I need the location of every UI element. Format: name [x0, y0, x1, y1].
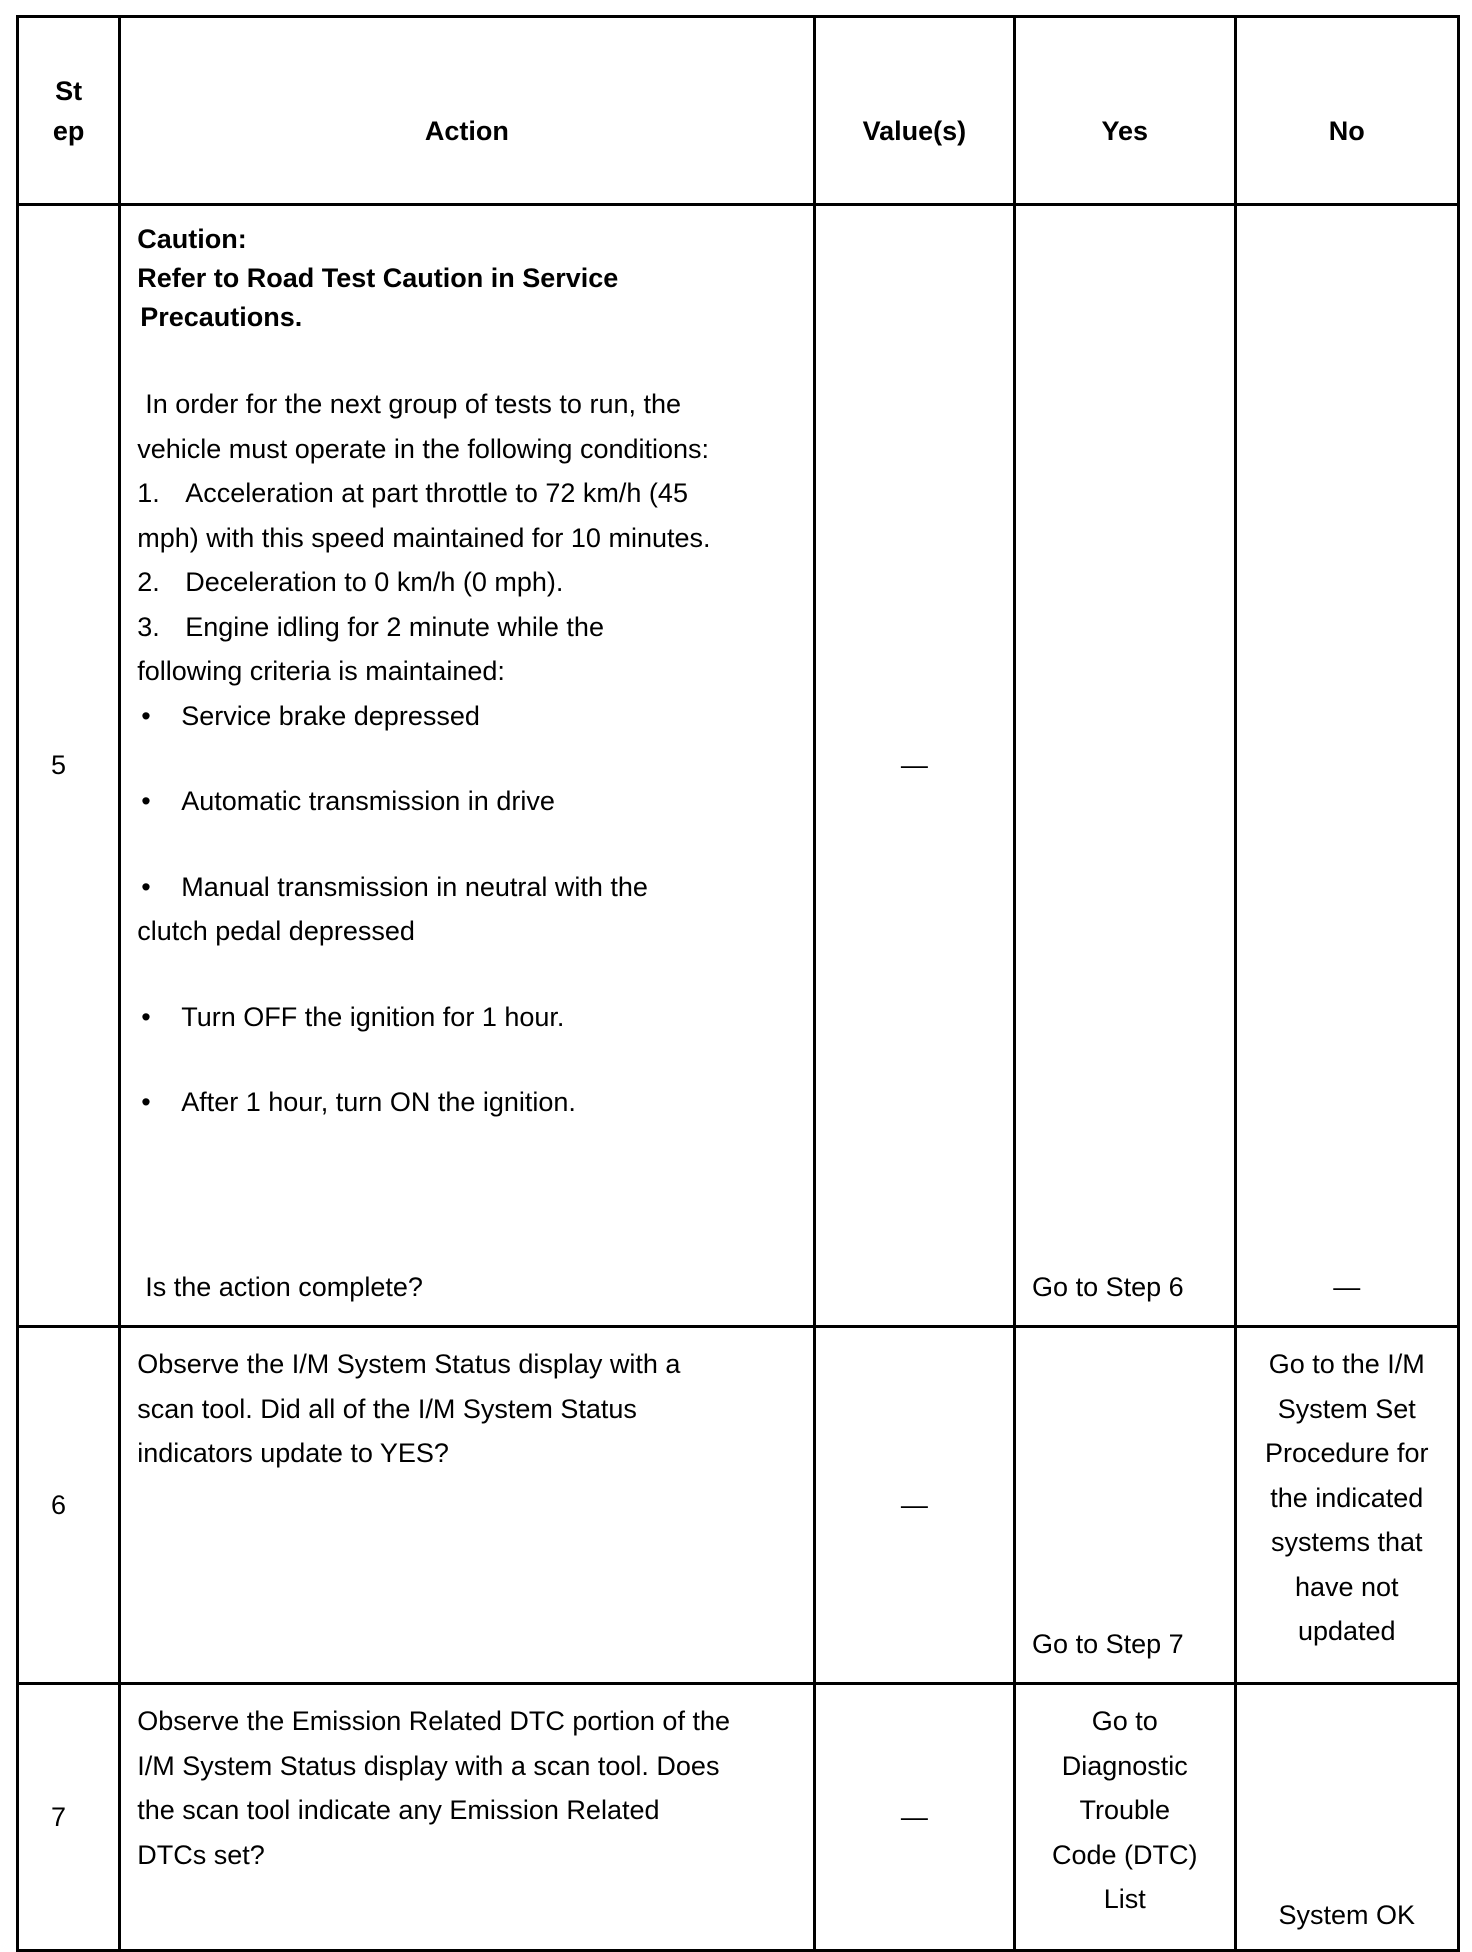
header-step-line1: St	[55, 75, 83, 106]
values-cell: —	[814, 1684, 1014, 1951]
list-text: Engine idling for 2 minute while the	[185, 611, 604, 642]
action-cell	[120, 205, 814, 1327]
no-text-line: updated	[1297, 1616, 1396, 1646]
action-line: indicators update to YES?	[137, 1438, 449, 1468]
bullet-item	[137, 779, 792, 824]
header-values: Value(s)	[814, 17, 1014, 205]
step-number: 5	[18, 205, 120, 1327]
list-number: 2.	[137, 567, 160, 597]
no-text: System OK	[1278, 1899, 1416, 1930]
yes-text: Go to Step 6	[1032, 1271, 1184, 1302]
bullet-item	[137, 1080, 792, 1125]
action-line: scan tool. Did all of the I/M System Status	[137, 1393, 637, 1424]
bullet-text: Service brake depressed	[181, 700, 480, 731]
yes-cell	[1015, 1327, 1235, 1684]
caution-text-line2: Precautions.	[140, 302, 303, 332]
list-number: 3.	[137, 611, 160, 642]
action-cell	[120, 1327, 814, 1684]
no-text-line: the indicated	[1270, 1482, 1424, 1513]
step-number: 6	[18, 1327, 120, 1684]
bullet-icon: •	[141, 700, 151, 731]
header-step	[18, 17, 120, 205]
bullet-icon: •	[141, 1087, 151, 1117]
table-header-row	[18, 17, 1459, 205]
diagnostic-table	[16, 15, 1460, 1952]
action-line: the scan tool indicate any Emission Related	[137, 1795, 660, 1825]
list-text: Acceleration at part throttle to 72 km/h (45	[185, 478, 688, 508]
yes-text-line: Go to	[1091, 1706, 1158, 1736]
action-line: Observe the I/M System Status display with a	[137, 1349, 681, 1379]
no-cell	[1235, 205, 1459, 1327]
yes-text-line: Trouble	[1079, 1795, 1171, 1825]
no-text-line: System Set	[1277, 1393, 1416, 1424]
table-row	[18, 205, 1459, 1327]
yes-text-line: List	[1103, 1884, 1146, 1914]
yes-text: Go to Step 7	[1032, 1628, 1184, 1659]
table-row	[18, 1327, 1459, 1684]
bullet-icon: •	[141, 871, 151, 902]
list-item	[137, 605, 792, 650]
table-row	[18, 1684, 1459, 1951]
caution-text-line1: Refer to Road Test Caution in Service	[137, 263, 619, 293]
values-cell: —	[814, 1327, 1014, 1684]
yes-text-line: Diagnostic	[1061, 1750, 1188, 1781]
header-step-line2: ep	[52, 115, 85, 146]
step-number: 7	[18, 1684, 120, 1951]
bullet-item-continuation: clutch pedal depressed	[137, 916, 415, 946]
bullet-icon: •	[141, 786, 151, 816]
list-item-continuation: mph) with this speed maintained for 10 minutes.	[137, 522, 711, 553]
action-line: I/M System Status display with a scan tool. Does	[137, 1750, 720, 1781]
list-text: Deceleration to 0 km/h (0 mph).	[185, 567, 564, 597]
bullet-icon: •	[141, 1001, 151, 1032]
no-text-line: Procedure for	[1264, 1438, 1429, 1468]
list-item	[137, 560, 792, 605]
caution-title: Caution:	[137, 224, 247, 254]
yes-text-line: Code (DTC)	[1052, 1839, 1198, 1870]
intro-line1: In order for the next group of tests to run, the	[145, 389, 682, 419]
list-item	[137, 471, 792, 516]
action-cell	[120, 1684, 814, 1951]
values-cell: —	[814, 205, 1014, 1327]
bullet-text: Turn OFF the ignition for 1 hour.	[181, 1001, 565, 1032]
action-line: Observe the Emission Related DTC portion of the	[137, 1706, 730, 1736]
no-cell	[1235, 1684, 1459, 1951]
action-body	[137, 382, 792, 1125]
bullet-item	[137, 694, 792, 739]
header-no: No	[1235, 17, 1459, 205]
action-question: Is the action complete?	[145, 1271, 423, 1302]
yes-cell	[1015, 1684, 1235, 1951]
list-number: 1.	[137, 478, 160, 508]
bullet-text: Automatic transmission in drive	[181, 786, 555, 816]
no-cell	[1235, 1327, 1459, 1684]
bullet-text: After 1 hour, turn ON the ignition.	[181, 1087, 576, 1117]
caution-block	[137, 220, 792, 337]
bullet-item	[137, 865, 792, 910]
no-text-line: have not	[1294, 1571, 1399, 1602]
no-text: —	[1333, 1271, 1361, 1302]
no-text-line: systems that	[1270, 1527, 1423, 1557]
bullet-item	[137, 995, 792, 1040]
no-text-line: Go to the I/M	[1268, 1349, 1425, 1379]
yes-cell	[1015, 205, 1235, 1327]
intro-line2: vehicle must operate in the following conditions:	[137, 433, 710, 464]
header-action: Action	[120, 17, 814, 205]
list-item-continuation: following criteria is maintained:	[137, 656, 505, 686]
bullet-text: Manual transmission in neutral with the	[181, 871, 648, 902]
action-line: DTCs set?	[137, 1839, 265, 1870]
header-yes: Yes	[1015, 17, 1235, 205]
